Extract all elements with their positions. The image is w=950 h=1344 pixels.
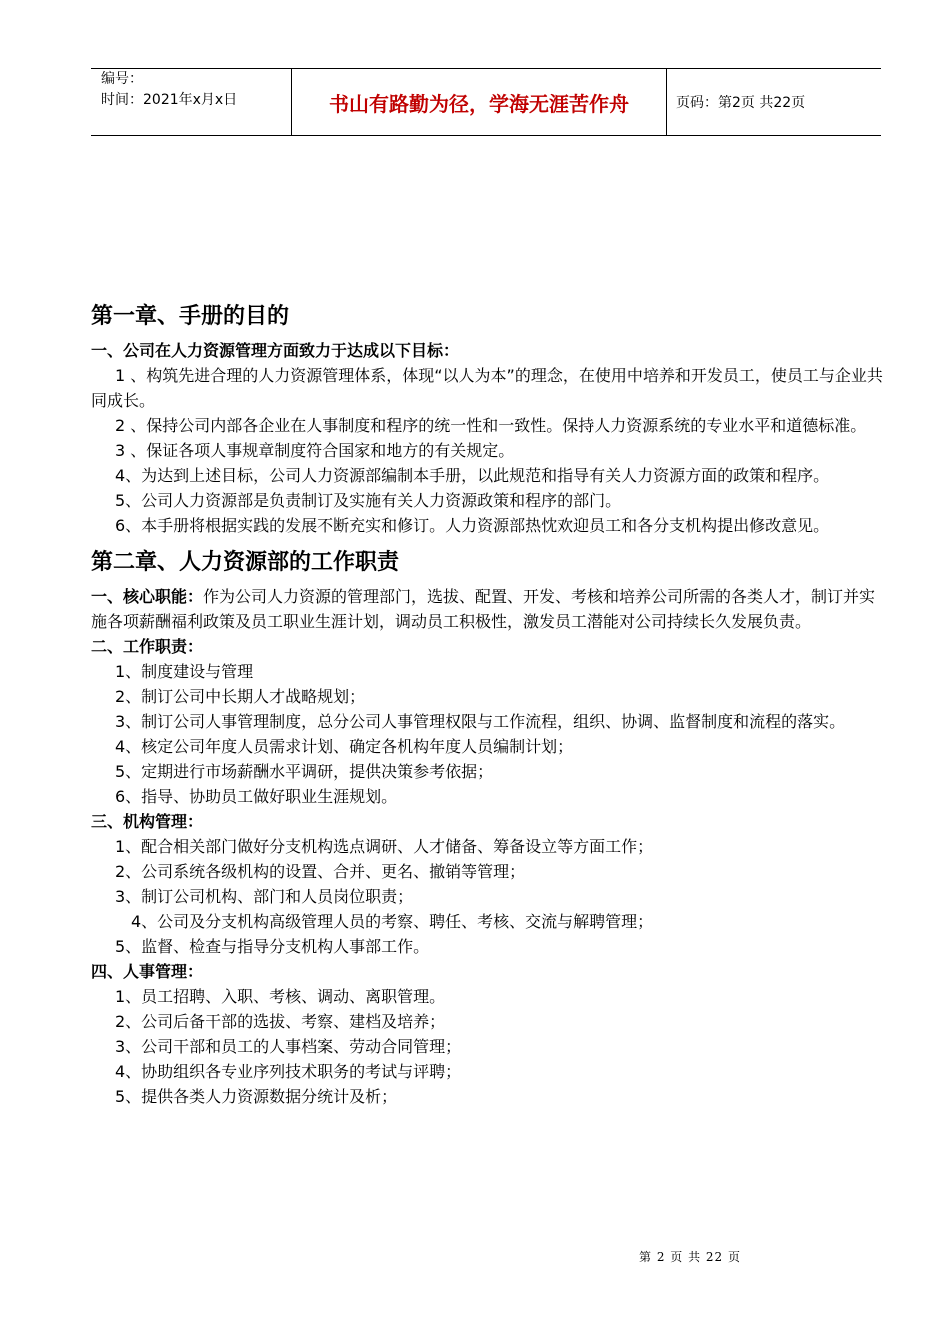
list-item: 4、协助组织各专业序列技术职务的考试与评聘； <box>115 1062 462 1081</box>
list-item: 2 、保持公司内部各企业在人事制度和程序的统一性和一致性。保持人力资源系统的专业水平和道德标准。 <box>115 416 867 435</box>
list-item: 1、制度建设与管理 <box>115 662 254 681</box>
list-item: 5、定期进行市场薪酬水平调研，提供决策参考依据； <box>115 762 494 781</box>
header-motto: 书山有路勤为径，学海无涯苦作舟 <box>292 69 667 135</box>
page-footer: 第 2 页 共 22 页 <box>639 1250 741 1264</box>
list-item: 5、提供各类人力资源数据分统计及析； <box>115 1087 398 1106</box>
core-function-paragraph <box>91 584 883 634</box>
list-item: 4、为达到上述目标，公司人力资源部编制本手册，以此规范和指导有关人力资源方面的政策和程序。 <box>115 466 830 485</box>
section-heading: 四、人事管理： <box>91 962 204 981</box>
list-item: 2、制订公司中长期人才战略规划； <box>115 687 366 706</box>
chapter-1-title: 第一章、手册的目的 <box>91 304 290 329</box>
section-heading: 二、工作职责： <box>91 637 204 656</box>
page-header <box>91 68 881 136</box>
header-page-label: 页码：第2页 共22页 <box>676 95 806 111</box>
document-body <box>91 300 883 1109</box>
list-item: 1、配合相关部门做好分支机构选点调研、人才储备、筹备设立等方面工作； <box>115 837 654 856</box>
list-item: 5、公司人力资源部是负责制订及实施有关人力资源政策和程序的部门。 <box>115 491 622 510</box>
list-item: 2、公司后备干部的选拔、考察、建档及培养； <box>115 1012 446 1031</box>
list-item: 6、指导、协助员工做好职业生涯规划。 <box>115 787 398 806</box>
chapter-2-title: 第二章、人力资源部的工作职责 <box>91 550 400 575</box>
core-function-label: 一、核心职能： <box>91 587 204 606</box>
core-function-text: 作为公司人力资源的管理部门，选拔、配置、开发、考核和培养公司所需的各类人才，制订并实施各项薪酬福利政策及员工职业生涯计划，调动员工积极性，激发员工潜能对公司持续长久发展负责。 <box>91 587 876 631</box>
list-item: 1 、构筑先进合理的人力资源管理体系，体现“以人为本”的理念，在使用中培养和开发员工，使员工与企业共同成长。 <box>91 366 883 410</box>
list-item: 3、制订公司人事管理制度，总分公司人事管理权限与工作流程，组织、协调、监督制度和流程的落实。 <box>115 712 846 731</box>
time-label: 时间：2021年x月x日 <box>101 92 238 108</box>
number-label: 编号： <box>101 71 143 87</box>
section-heading: 三、机构管理： <box>91 812 204 831</box>
list-item: 4、核定公司年度人员需求计划、确定各机构年度人员编制计划； <box>115 737 574 756</box>
list-item: 4、公司及分支机构高级管理人员的考察、聘任、考核、交流与解聘管理； <box>131 912 654 931</box>
list-item: 6、本手册将根据实践的发展不断充实和修订。人力资源部热忱欢迎员工和各分支机构提出修改意见。 <box>115 516 830 535</box>
list-item: 3 、保证各项人事规章制度符合国家和地方的有关规定。 <box>115 441 515 460</box>
list-item: 1、员工招聘、入职、考核、调动、离职管理。 <box>115 987 446 1006</box>
list-item: 2、公司系统各级机构的设置、合并、更名、撤销等管理； <box>115 862 526 881</box>
section-heading: 一、公司在人力资源管理方面致力于达成以下目标： <box>91 341 460 360</box>
list-item: 5、监督、检查与指导分支机构人事部工作。 <box>115 937 430 956</box>
list-item: 3、制订公司机构、部门和人员岗位职责； <box>115 887 414 906</box>
list-item: 3、公司干部和员工的人事档案、劳动合同管理； <box>115 1037 462 1056</box>
header-info-cell <box>91 69 292 135</box>
